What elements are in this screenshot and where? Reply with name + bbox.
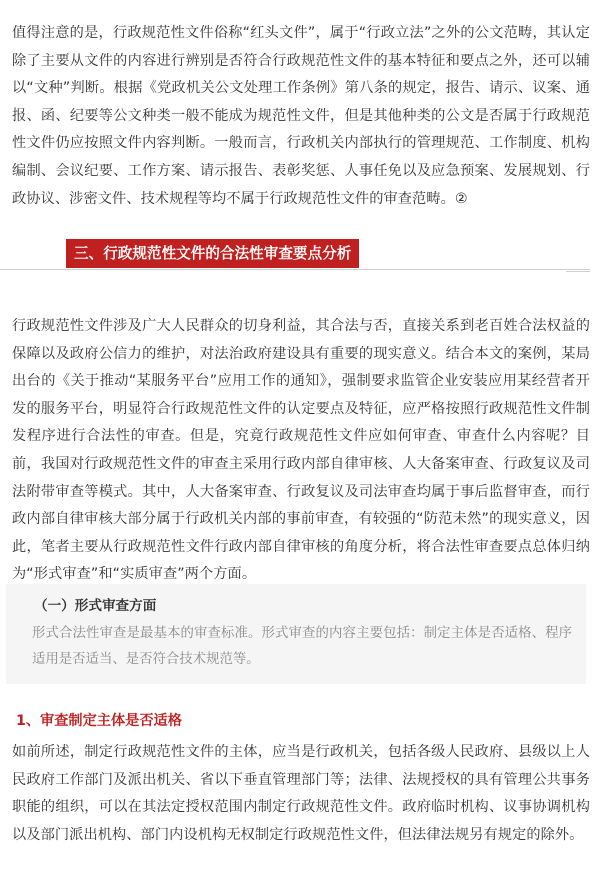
callout-body: 形式合法性审查是最基本的审查标准。形式审查的内容主要包括：制定主体是否适格、程序适用是否适当、是否符合技术规范等。 — [32, 626, 572, 667]
section-divider — [0, 269, 586, 270]
callout-title: （一）形式审查方面 — [34, 598, 157, 614]
intro-paragraph: 值得注意的是，行政规范性文件俗称“红头文件”，属于“行政立法”之外的公文范畴，其认定除了主要从文件的内容进行辨别是否符合行政规范性文件的基本特征和要点之外，还可以辅以“文种”判断。根据《党政机关公文处理工作条例》第八条的规定，报告、请示、议案、通报、函、纪要等公文种类一般不能成为规范性文件，但是其他种类的公文是否属于行政规范性文件仍应按照文件内容判断。一般而言，行政机关内部执行的管理规范、工作制度、机构编制、会议纪要、工作方案、请示报告、表彰奖惩、人事任免以及应急预案、发展规划、行政协议、涉密文件、技术规程等均不属于行政规范性文件的审查范畴。② — [12, 25, 590, 207]
analysis-paragraph: 行政规范性文件涉及广大人民群众的切身利益，其合法与否，直接关系到老百姓合法权益的保障以及政府公信力的维护，对法治政府建设具有重要的现实意义。结合本文的案例，某局出台的《关于推动“某服务平台”应用工作的通知》，强制要求监管企业安装应用某经营者开发的服务平台，明显符合行政规范性文件的认定要点及特征，应严格按照行政规范性文件制发程序进行合法性的审查。但是，究竟行政规范性文件应如何审查、审查什么内容呢？目前，我国对行政规范性文件的审查主采用行政内部自律审核、人大备案审查、行政复议及司法附带审查等模式。其中，人大备案审查、行政复议及司法审查均属于事后监督审查，而行政内部自律审核大部分属于行政机关内部的事前审查，有较强的“防范未然”的现实意义，因此，笔者主要从行政规范性文件行政内部自律审核的角度分析，将合法性审查要点总体归纳为“形式审查”和“实质审查”两个方面。 — [12, 318, 590, 583]
section-heading: 三、行政规范性文件的合法性审查要点分析 — [66, 239, 359, 268]
formal-review-callout — [6, 584, 586, 684]
subsection-heading: 1、审查制定主体是否适格 — [16, 713, 182, 729]
subject-qualification-paragraph: 如前所述，制定行政规范性文件的主体，应当是行政机关，包括各级人民政府、县级以上人民政府工作部门及派出机关、省以下垂直管理部门等；法律、法规授权的具有管理公共事务职能的组织，可以在其法定授权范围内制定行政规范性文件。政府临时机构、议事协调机构以及部门派出机构、部门内设机构无权制定行政规范性文件，但法律法规另有规定的除外。 — [12, 744, 590, 843]
section-divider-ornament — [566, 269, 590, 272]
